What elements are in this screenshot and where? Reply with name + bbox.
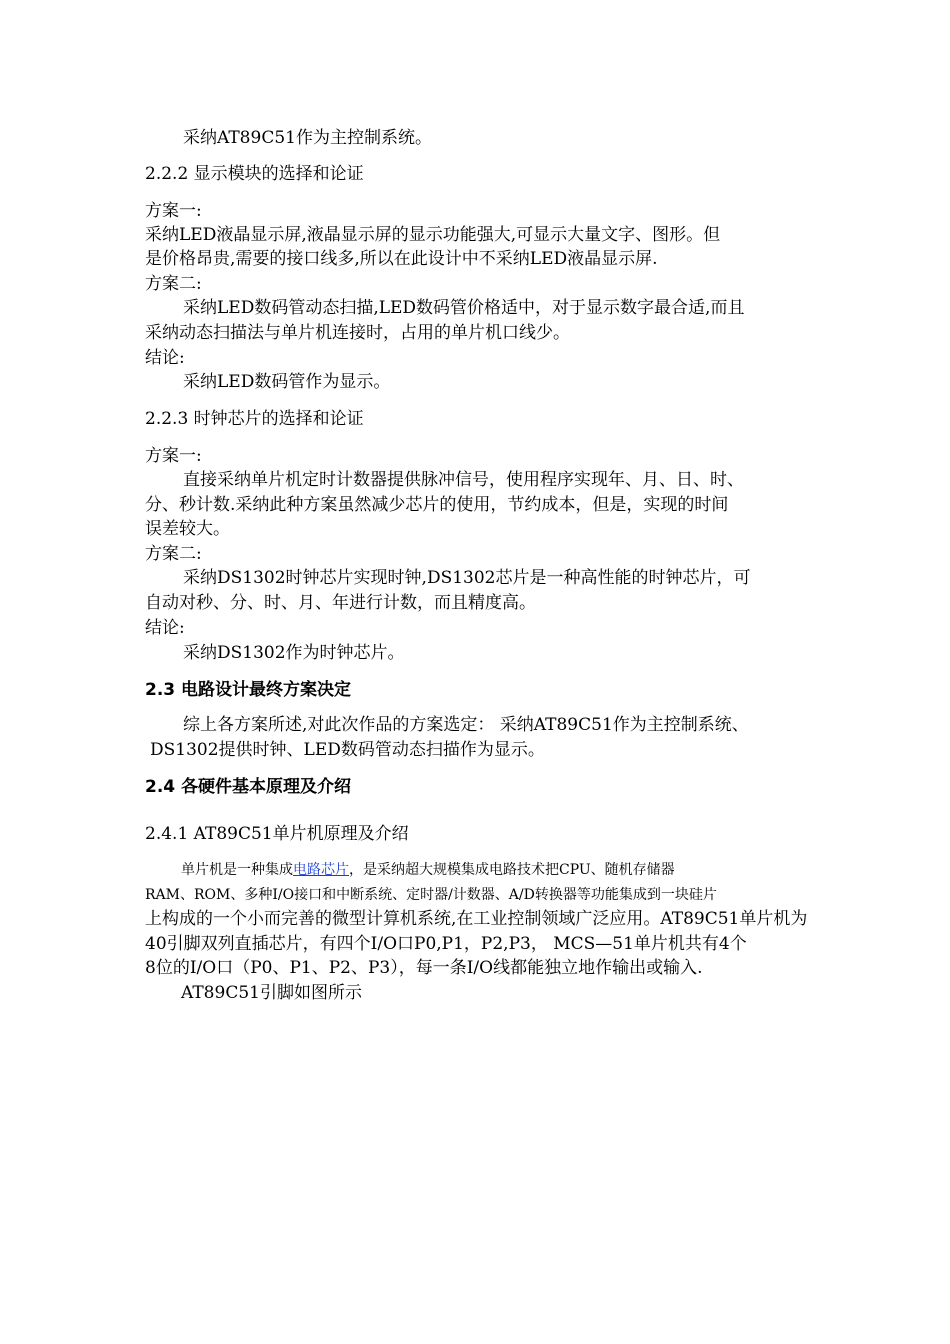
body-line: DS1302提供时钟、LED数码管动态扫描作为显示。 [150,740,545,760]
body-line: 采纳DS1302作为时钟芯片。 [183,643,405,663]
conclusion-label: 结论: [145,618,185,638]
option-label: 方案一: [145,201,202,221]
body-line: 自动对秒、分、时、月、年进行计数，而且精度高。 [145,593,536,613]
body-line: 分、秒计数.采纳此种方案虽然减少芯片的使用，节约成本，但是，实现的时间 [145,495,729,515]
option-label: 方案二: [145,274,202,294]
body-line: 采纳AT89C51作为主控制系统。 [183,128,432,148]
body-line: AT89C51引脚如图所示 [181,983,362,1003]
body-line: 上构成的一个小而完善的微型计算机系统,在工业控制领域广泛应用。AT89C51单片机为 [145,909,808,929]
section-heading-2-2-3: 2.2.3 时钟芯片的选择和论证 [145,409,364,429]
section-heading-2-4-1: 2.4.1 AT89C51单片机原理及介绍 [145,824,409,844]
body-line: 误差较大。 [145,519,230,539]
body-line: 采纳DS1302时钟芯片实现时钟,DS1302芯片是一种高性能的时钟芯片，可 [183,568,751,588]
section-heading-2-2-2: 2.2.2 显示模块的选择和论证 [145,164,364,184]
circuit-chip-link[interactable]: 电路芯片 [293,862,349,878]
body-line: 是价格昂贵,需要的接口线多,所以在此设计中不采纳LED液晶显示屏. [145,249,658,269]
body-line: 采纳动态扫描法与单片机连接时，占用的单片机口线少。 [145,323,570,343]
body-line: 综上各方案所述,对此次作品的方案选定： 采纳AT89C51作为主控制系统、 [183,715,749,735]
option-label: 方案二: [145,544,202,564]
body-line: 8位的I/O口（P0、P1、P2、P3），每一条I/O线都能独立地作输出或输入. [145,958,703,978]
body-line: 40引脚双列直插芯片，有四个I/O口P0,P1，P2,P3， MCS—51单片机共有4个 [145,934,747,954]
body-line: 采纳LED液晶显示屏,液晶显示屏的显示功能强大,可显示大量文字、图形。但 [145,225,721,245]
section-heading-2-4: 2.4 各硬件基本原理及介绍 [145,777,352,797]
body-line: RAM、ROM、多种I/O接口和中断系统、定时器/计数器、A/D转换器等功能集成到一块硅片 [145,887,717,903]
conclusion-label: 结论: [145,348,185,368]
body-line: 单片机是一种集成电路芯片，是采纳超大规模集成电路技术把CPU、随机存储器 [181,862,675,878]
body-line: 直接采纳单片机定时计数器提供脉冲信号，使用程序实现年、月、日、时、 [183,470,744,490]
body-line: 采纳LED数码管动态扫描,LED数码管价格适中，对于显示数字最合适,而且 [183,298,745,318]
section-heading-2-3: 2.3 电路设计最终方案决定 [145,680,352,700]
body-line: 采纳LED数码管作为显示。 [183,372,391,392]
option-label: 方案一: [145,446,202,466]
